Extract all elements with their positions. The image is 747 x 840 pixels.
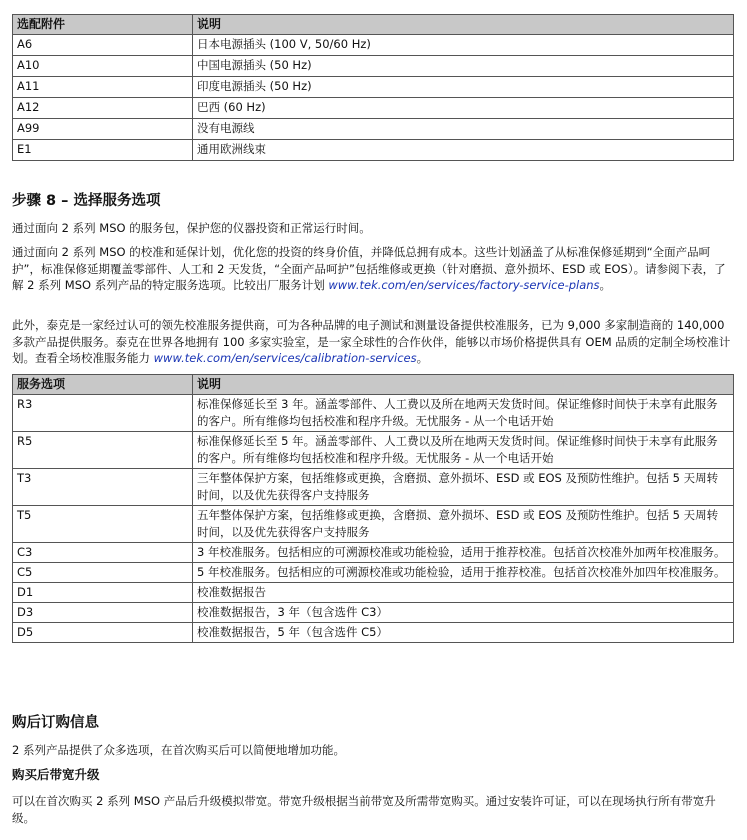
option-code: A99 [13, 119, 193, 140]
step8-paragraph-calibration [12, 317, 734, 367]
factory-service-plans-link[interactable]: www.tek.com/en/services/factory-service-plans [328, 278, 600, 293]
option-description: 日本电源插头 (100 V, 50/60 Hz) [193, 35, 734, 56]
service-code: T3 [13, 469, 193, 506]
column-header-service-option: 服务选项 [13, 375, 193, 395]
table-row [13, 563, 734, 583]
option-code: A12 [13, 98, 193, 119]
table-header-row [13, 375, 734, 395]
service-description: 标准保修延长至 5 年。涵盖零部件、人工费以及所在地两天发货时间。保证维修时间快于未享有此服务的客户。所有维修均包括校准和程序升级。无忧服务 - 从一个电话开始 [193, 432, 734, 469]
service-code: D1 [13, 583, 193, 603]
service-description: 校准数据报告 [193, 583, 734, 603]
service-description: 标准保修延长至 3 年。涵盖零部件、人工费以及所在地两天发货时间。保证维修时间快于未享有此服务的客户。所有维修均包括校准和程序升级。无忧服务 - 从一个电话开始 [193, 395, 734, 432]
service-code: D5 [13, 623, 193, 643]
table-row [13, 506, 734, 543]
option-description: 通用欧洲线束 [193, 140, 734, 161]
step8-heading: 步骤 8 – 选择服务选项 [12, 193, 161, 209]
service-code: D3 [13, 603, 193, 623]
table-row [13, 119, 734, 140]
table-row [13, 98, 734, 119]
paragraph-text: 此外，泰克是一家经过认可的领先校准服务提供商，可为各种品牌的电子测试和测量设备提供校准服务，已为 9,000 多家制造商的 140,000 多款产品提供服务。泰克在世界各地拥有 100 多家实验室，是一家全球性的合作伙伴，能够以市场价格提供具有 OEM 品质的定制全场校准计划。查看全场校准服务能力 [12, 318, 731, 366]
table-header-row [13, 15, 734, 35]
table-row [13, 56, 734, 77]
table-row [13, 35, 734, 56]
bandwidth-upgrade-body: 可以在首次购买 2 系列 MSO 产品后升级模拟带宽。带宽升级根据当前带宽及所需带宽购买。通过安装许可证，可以在现场执行所有带宽升级。 [12, 794, 716, 825]
column-header-description: 说明 [193, 15, 734, 35]
service-code: C5 [13, 563, 193, 583]
paragraph-end: 。 [599, 278, 612, 293]
option-description: 中国电源插头 (50 Hz) [193, 56, 734, 77]
service-description: 校准数据报告，3 年（包含选件 C3） [193, 603, 734, 623]
post-purchase-intro: 2 系列产品提供了众多选项，在首次购买后可以简便地增加功能。 [12, 743, 345, 757]
table-row [13, 543, 734, 563]
option-code: A6 [13, 35, 193, 56]
service-code: T5 [13, 506, 193, 543]
option-description: 巴西 (60 Hz) [193, 98, 734, 119]
option-description: 印度电源插头 (50 Hz) [193, 77, 734, 98]
step8-intro: 通过面向 2 系列 MSO 的服务包，保护您的仪器投资和正常运行时间。 [12, 221, 371, 235]
paragraph-end: 。 [416, 351, 429, 366]
option-code: A10 [13, 56, 193, 77]
service-description: 五年整体保护方案，包括维修或更换，含磨损、意外损坏、ESD 或 EOS 及预防性维护。包括 5 天周转时间，以及优先获得客户支持服务 [193, 506, 734, 543]
table-row [13, 140, 734, 161]
table-row [13, 583, 734, 603]
service-options-table [12, 374, 734, 643]
table-row [13, 432, 734, 469]
service-code: R5 [13, 432, 193, 469]
table-row [13, 623, 734, 643]
service-description: 校准数据报告，5 年（包含选件 C5） [193, 623, 734, 643]
service-code: C3 [13, 543, 193, 563]
calibration-services-link[interactable]: www.tek.com/en/services/calibration-services [153, 351, 417, 366]
service-code: R3 [13, 395, 193, 432]
paragraph-text: 通过面向 2 系列 MSO 的校准和延保计划，优化您的投资的终身价值，并降低总拥有成本。这些计划涵盖了从标准保修延期到“全面产品呵护”，标准保修延期覆盖零部件、人工和 2 天发货，“全面产品呵护”包括维修或更换（针对磨损、意外损坏、ESD 或 EOS）。请参阅下表，了解 2 系列 MSO 系列产品的特定服务选项。比较出厂服务计划 [12, 245, 726, 293]
table-row [13, 395, 734, 432]
table-row [13, 77, 734, 98]
service-description: 三年整体保护方案，包括维修或更换，含磨损、意外损坏、ESD 或 EOS 及预防性维护。包括 5 天周转时间，以及优先获得客户支持服务 [193, 469, 734, 506]
column-header-description: 说明 [193, 375, 734, 395]
table-row [13, 469, 734, 506]
accessory-options-table [12, 14, 734, 161]
service-description: 5 年校准服务。包括相应的可溯源校准或功能检验，适用于推荐校准。包括首次校准外加四年校准服务。 [193, 563, 734, 583]
service-description: 3 年校准服务。包括相应的可溯源校准或功能检验，适用于推荐校准。包括首次校准外加两年校准服务。 [193, 543, 734, 563]
step8-paragraph-plans [12, 244, 734, 294]
column-header-option: 选配附件 [13, 15, 193, 35]
post-purchase-heading: 购后订购信息 [12, 715, 99, 731]
option-code: A11 [13, 77, 193, 98]
option-description: 没有电源线 [193, 119, 734, 140]
table-row [13, 603, 734, 623]
option-code: E1 [13, 140, 193, 161]
bandwidth-upgrade-heading: 购买后带宽升级 [12, 767, 100, 782]
